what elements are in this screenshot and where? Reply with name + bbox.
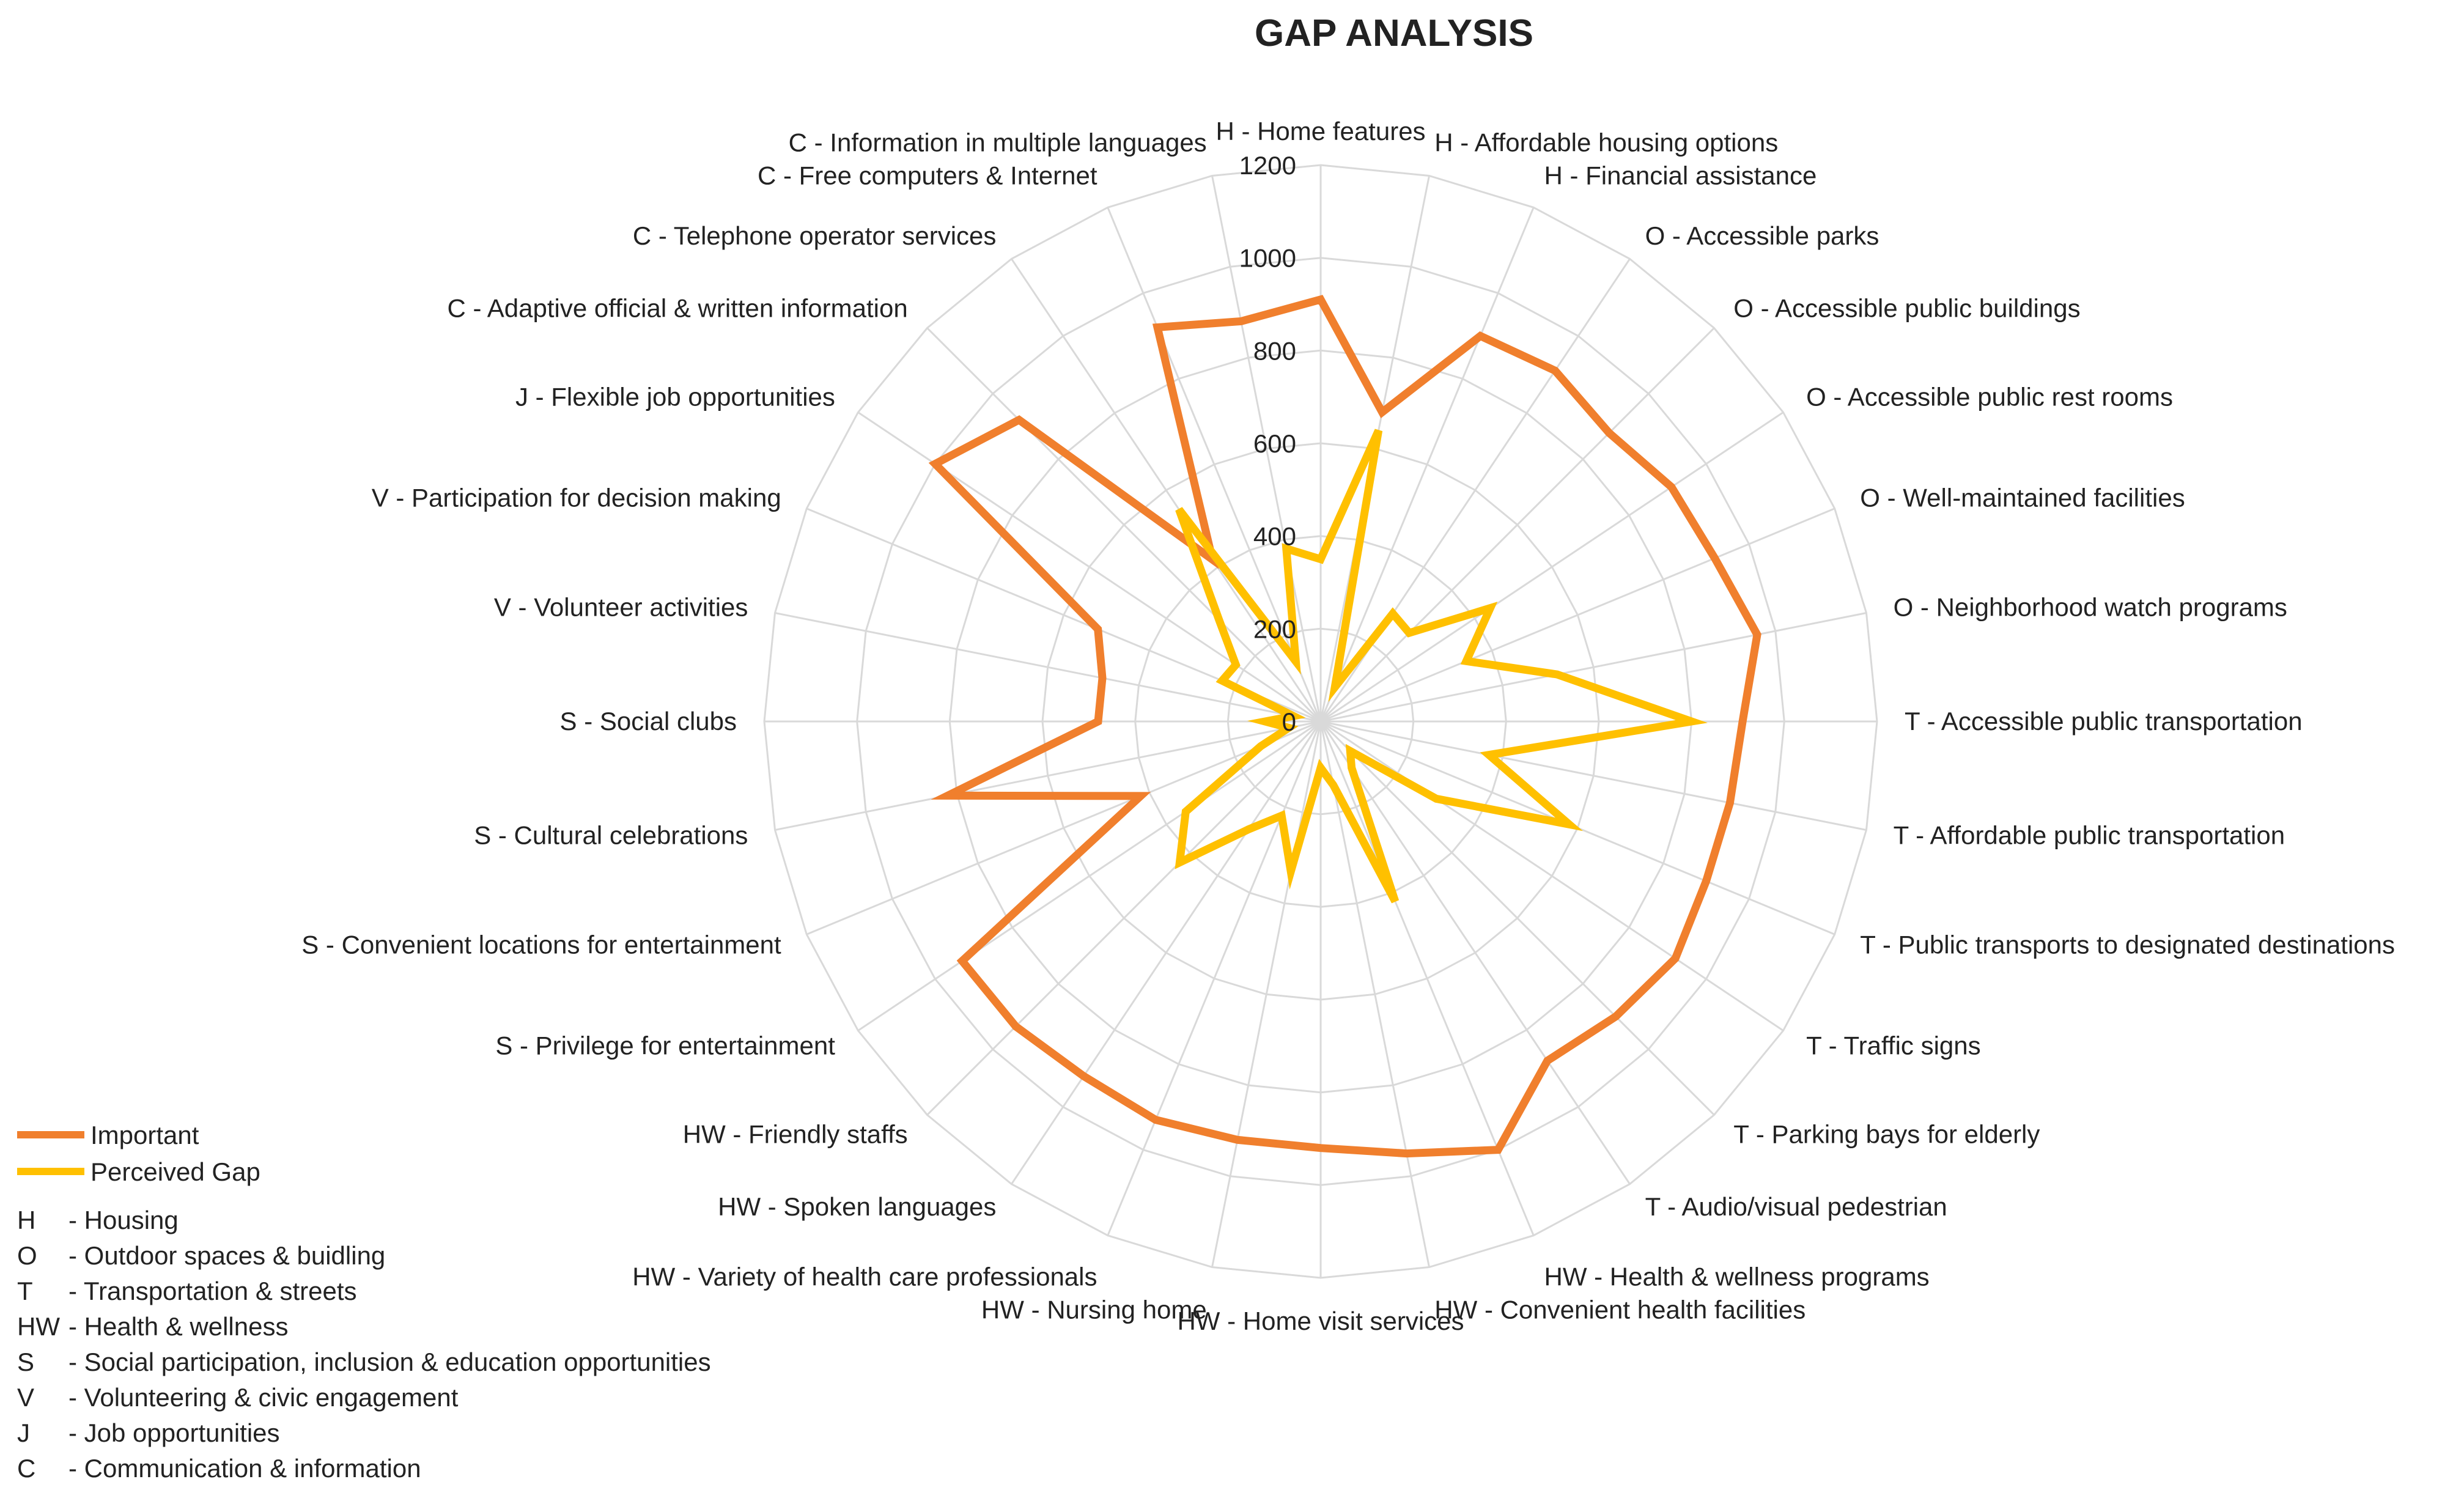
category-label: T - Traffic signs	[1806, 1031, 1981, 1060]
key-description: - Outdoor spaces & buidling	[68, 1241, 386, 1270]
category-label: HW - Variety of health care professionals	[632, 1262, 1097, 1291]
key-code: J	[17, 1418, 30, 1447]
key-code: C	[17, 1454, 36, 1483]
chart-title: GAP ANALYSIS	[1255, 12, 1533, 54]
tick-label: 1000	[1239, 243, 1296, 273]
key-description: - Communication & information	[68, 1454, 421, 1483]
key-description: - Health & wellness	[68, 1312, 289, 1341]
key-description: - Transportation & streets	[68, 1277, 357, 1305]
radar-spokes	[764, 165, 1877, 1278]
spoke	[1321, 328, 1714, 722]
category-label: H - Home features	[1215, 117, 1426, 146]
category-label: S - Cultural celebrations	[474, 821, 748, 850]
category-label: H - Financial assistance	[1544, 161, 1817, 190]
key-code: H	[17, 1206, 36, 1234]
tick-label: 1200	[1239, 151, 1296, 180]
category-label: S - Social clubs	[559, 707, 737, 736]
category-label: O - Accessible public buildings	[1733, 293, 2081, 323]
key-description: - Housing	[68, 1206, 179, 1234]
tick-label: 200	[1253, 614, 1296, 644]
category-label: T - Audio/visual pedestrian	[1645, 1192, 1947, 1222]
category-label: HW - Spoken languages	[718, 1192, 997, 1222]
category-label: O - Well-maintained facilities	[1860, 483, 2185, 512]
category-label: C - Information in multiple languages	[788, 128, 1207, 157]
category-label: O - Accessible parks	[1645, 221, 1879, 250]
key-description: - Social participation, inclusion & education opportunities	[68, 1348, 711, 1376]
tick-label: 400	[1253, 522, 1296, 551]
legend	[17, 1121, 260, 1186]
tick-label: 800	[1253, 336, 1296, 366]
key-code: T	[17, 1277, 33, 1305]
key-description: - Volunteering & civic engagement	[68, 1383, 459, 1412]
category-label: T - Affordable public transportation	[1893, 821, 2285, 850]
tick-label: 600	[1253, 429, 1296, 458]
category-label: S - Privilege for entertainment	[495, 1031, 835, 1060]
category-label: HW - Convenient health facilities	[1434, 1295, 1806, 1324]
category-label: T - Public transports to designated destinations	[1860, 930, 2396, 959]
tick-label: 0	[1282, 707, 1296, 736]
key-code: HW	[17, 1312, 60, 1341]
category-label: C - Free computers & Internet	[757, 161, 1097, 190]
key-code: S	[17, 1348, 35, 1376]
category-label: J - Flexible job opportunities	[515, 382, 835, 411]
category-label: O - Accessible public rest rooms	[1806, 382, 2173, 411]
category-label: C - Telephone operator services	[632, 221, 997, 250]
category-label: V - Participation for decision making	[371, 483, 781, 512]
key-code: O	[17, 1241, 37, 1270]
category-label: HW - Friendly staffs	[682, 1119, 908, 1149]
category-label: S - Convenient locations for entertainment	[301, 930, 781, 959]
category-label: H - Affordable housing options	[1434, 128, 1779, 157]
category-label: HW - Home visit services	[1177, 1307, 1464, 1335]
key-description: - Job opportunities	[68, 1418, 280, 1447]
category-label: C - Adaptive official & written information	[447, 293, 908, 323]
legend-label-perceived-gap: Perceived Gap	[90, 1157, 260, 1186]
series-line-perceived-gap	[1179, 430, 1691, 901]
spoke	[1108, 207, 1321, 721]
category-label: T - Parking bays for elderly	[1733, 1119, 2040, 1149]
spoke	[1321, 721, 1533, 1236]
category-label: V - Volunteer activities	[493, 592, 748, 622]
category-label: HW - Health & wellness programs	[1544, 1262, 1930, 1291]
spoke	[1321, 207, 1533, 721]
category-key	[17, 1206, 711, 1483]
key-code: V	[17, 1383, 35, 1412]
category-label: HW - Nursing home	[981, 1295, 1207, 1324]
category-label: T - Accessible public transportation	[1905, 707, 2303, 736]
legend-label-important: Important	[90, 1121, 199, 1149]
category-label: O - Neighborhood watch programs	[1893, 592, 2287, 622]
